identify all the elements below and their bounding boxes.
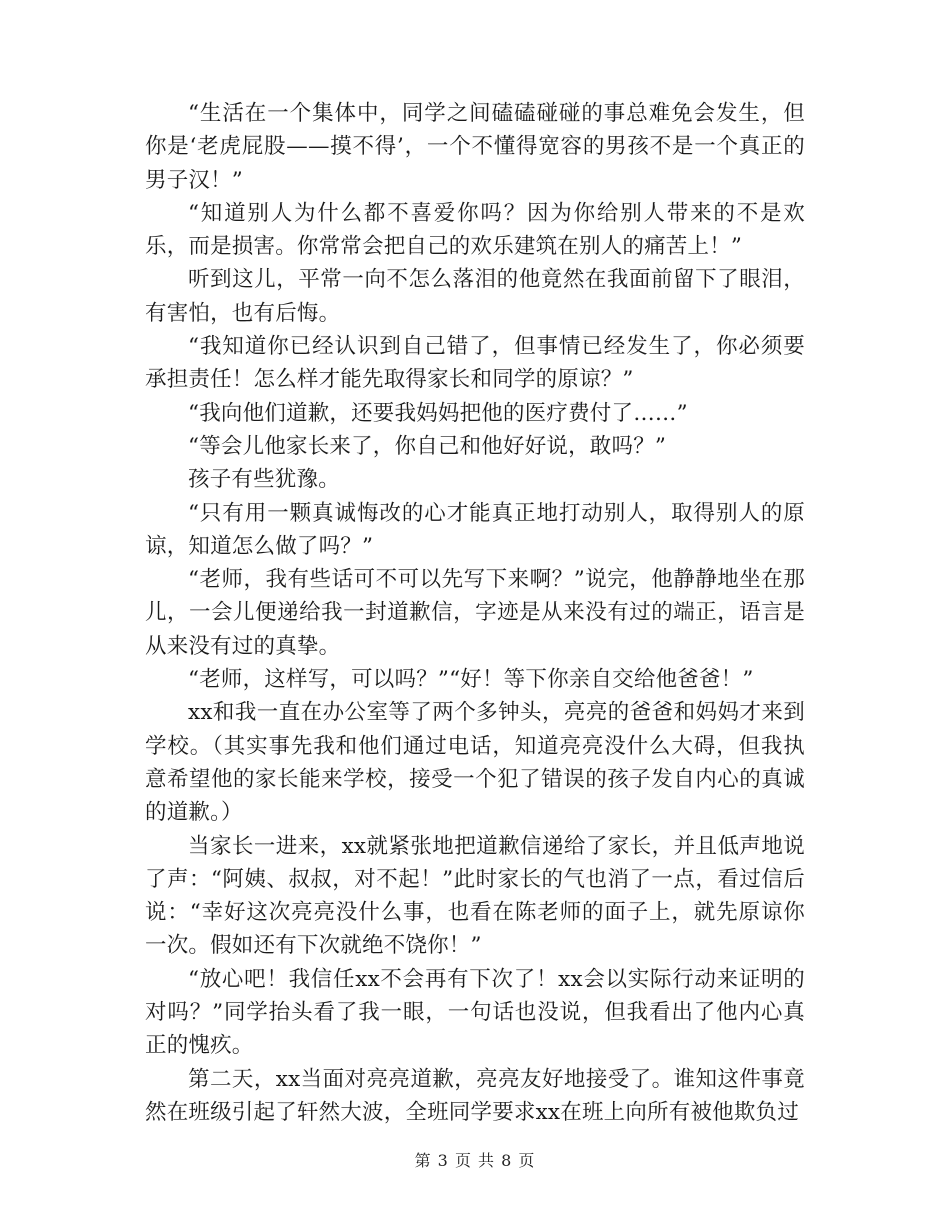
- paragraph: 当家长一进来，xx就紧张地把道歉信递给了家长，并且低声地说了声：“阿姨、叔叔，对不起！”此时家长的气也消了一点，看过信后说：“幸好这次亮亮没什么事，也看在陈老师的面子上，就先原谅你一次。假如还有下次就绝不饶你！”: [145, 833, 805, 959]
- paragraph: “只有用一颗真诚悔改的心才能真正地打动别人，取得别人的原谅，知道怎么做了吗？”: [145, 500, 805, 559]
- paragraph: 孩子有些犹豫。: [188, 467, 340, 493]
- paragraph: “生活在一个集体中，同学之间磕磕碰碰的事总难免会发生，但你是‘老虎屁股——摸不得’，一个不懂得宽容的男孩不是一个真正的男子汉！”: [145, 101, 805, 193]
- paragraph: 第二天，xx当面对亮亮道歉，亮亮友好地接受了。谁知这件事竟然在班级引起了轩然大波，全班同学要求xx在班上向所有被他欺负过: [145, 1066, 805, 1125]
- paragraph: “等会儿他家长来了，你自己和他好好说，敢吗？”: [188, 433, 667, 459]
- paragraph: “老师，我有些话可不可以先写下来啊？”说完，他静静地坐在那儿，一会儿便递给我一封道歉信，字迹是从来没有过的端正，语言是从来没有过的真挚。: [145, 567, 805, 659]
- paragraph: xx和我一直在办公室等了两个多钟头，亮亮的爸爸和妈妈才来到学校。（其实事先我和他们通过电话，知道亮亮没什么大碍，但我执意希望他的家长能来学校，接受一个犯了错误的孩子发自内心的真诚的道歉。）: [145, 700, 805, 826]
- paragraph: 听到这儿，平常一向不怎么落泪的他竟然在我面前留下了眼泪，有害怕，也有后悔。: [145, 267, 805, 326]
- paragraph: “知道别人为什么都不喜爱你吗？因为你给别人带来的不是欢乐，而是损害。你常常会把自己的欢乐建筑在别人的痛苦上！”: [145, 200, 805, 260]
- document-body: [145, 97, 805, 1129]
- paragraph: “我知道你已经认识到自己错了，但事情已经发生了，你必须要承担责任！怎么样才能先取得家长和同学的原谅？”: [145, 334, 805, 393]
- page-number-footer: 第 3 页 共 8 页: [414, 1151, 536, 1170]
- paragraph: “老师，这样写，可以吗？”“好！等下你亲自交给他爸爸！”: [188, 667, 754, 693]
- paragraph: “放心吧！我信任xx不会再有下次了！xx会以实际行动来证明的对吗？”同学抬头看了我一眼，一句话也没说，但我看出了他内心真正的愧疚。: [145, 966, 805, 1059]
- paragraph: “我向他们道歉，还要我妈妈把他的医疗费付了……”: [188, 400, 688, 426]
